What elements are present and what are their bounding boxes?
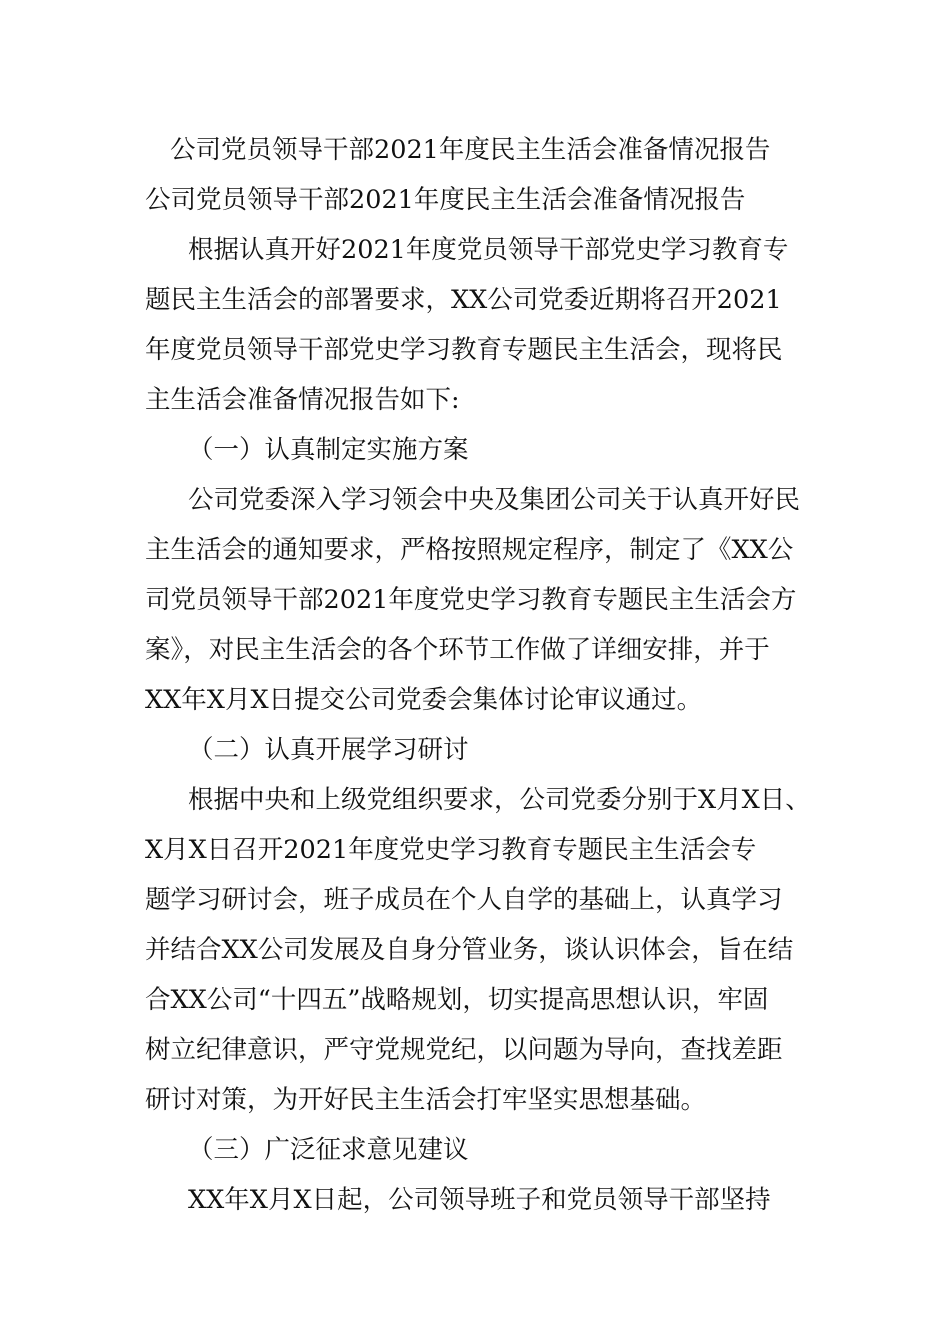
body-line: XX年X月X日起，公司领导班子和党员领导干部坚持 <box>188 1185 771 1215</box>
body-line: 主生活会的通知要求，严格按照规定程序，制定了《XX公 <box>145 535 794 565</box>
body-line: 合XX公司“十四五”战略规划，切实提高思想认识，牢固 <box>145 985 769 1015</box>
body-line: 司党员领导干部2021年度党史学习教育专题民主生活会方 <box>145 585 797 615</box>
body-line: 研讨对策，为开好民主生活会打牢坚实思想基础。 <box>145 1085 707 1115</box>
body-line: 根据认真开好2021年度党员领导干部党史学习教育专 <box>188 235 789 265</box>
body-line: 年度党员领导干部党史学习教育专题民主生活会，现将民 <box>145 335 783 365</box>
body-line: 并结合XX公司发展及自身分管业务，谈认识体会，旨在结 <box>145 935 794 965</box>
document-title-repeat: 公司党员领导干部2021年度民主生活会准备情况报告 <box>145 185 746 215</box>
section-heading: （三）广泛征求意见建议 <box>188 1135 469 1165</box>
section-heading: （一）认真制定实施方案 <box>188 435 469 465</box>
body-line: 主生活会准备情况报告如下: <box>145 385 460 415</box>
body-line: 公司党委深入学习领会中央及集团公司关于认真开好民 <box>188 485 801 515</box>
body-line: XX年X月X日提交公司党委会集体讨论审议通过。 <box>145 685 703 715</box>
body-line: X月X日召开2021年度党史学习教育专题民主生活会专 <box>145 835 757 865</box>
section-heading: （二）认真开展学习研讨 <box>188 735 469 765</box>
body-line: 题民主生活会的部署要求，XX公司党委近期将召开2021 <box>145 285 782 315</box>
body-line: 案》，对民主生活会的各个环节工作做了详细安排，并于 <box>145 635 770 665</box>
body-line: 树立纪律意识，严守党规党纪，以问题为导向，查找差距 <box>145 1035 783 1065</box>
document-title: 公司党员领导干部2021年度民主生活会准备情况报告 <box>170 135 771 165</box>
body-line: 根据中央和上级党组织要求，公司党委分别于X月X日、 <box>188 785 811 815</box>
body-line: 题学习研讨会，班子成员在个人自学的基础上，认真学习 <box>145 885 783 915</box>
